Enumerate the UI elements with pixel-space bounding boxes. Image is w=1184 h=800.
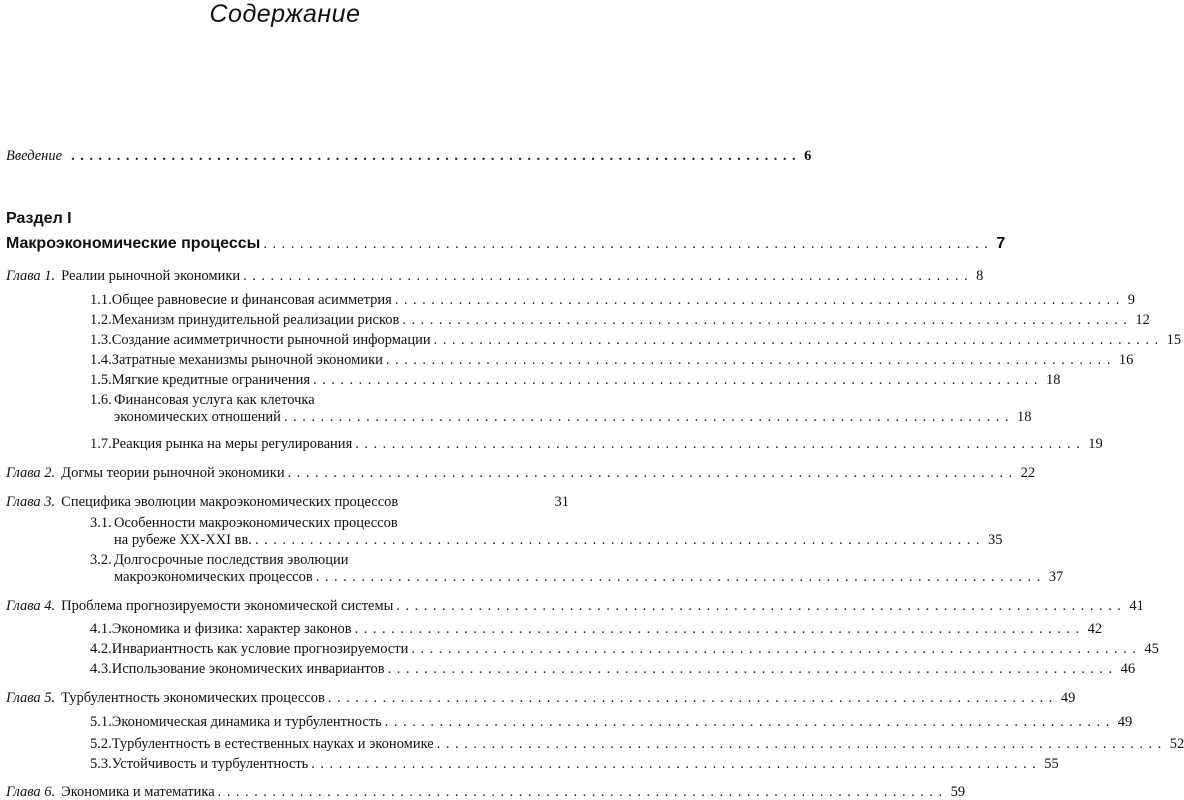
item-number: 1.3.: [90, 332, 112, 348]
toc-entry-3-2-line1: [90, 552, 349, 568]
toc-entry-intro[interactable]: [6, 148, 812, 164]
page-number: 16: [1118, 352, 1134, 368]
toc-entry-3-2[interactable]: [114, 569, 1064, 585]
chapter-title: Реалии рыночной экономики: [61, 268, 241, 284]
item-title: Создание асимметричности рыночной информации: [111, 332, 431, 348]
toc-entry-1-2[interactable]: [90, 312, 1150, 328]
toc-entry-4-3[interactable]: [90, 661, 1136, 677]
dot-leader: ................................................................................: [402, 312, 1133, 328]
chapter-title: Специфика эволюции макроэкономических процессов: [61, 494, 399, 510]
chapter-label: Глава 6.: [6, 784, 56, 800]
item-title: Общее равновесие и финансовая асимметрия: [111, 292, 392, 308]
item-title: Использование экономических инвариантов: [111, 661, 385, 677]
toc-entry-chapter-6[interactable]: [6, 784, 966, 800]
item-title-line1: Особенности макроэкономических процессов: [114, 515, 398, 531]
item-number: 5.3.: [90, 756, 112, 772]
chapter-label: Глава 3.: [6, 494, 56, 510]
page-number: 59: [950, 784, 966, 800]
item-title-line2: на рубеже XX-XXI вв.: [114, 532, 252, 548]
item-title-line2: экономических отношений: [114, 409, 281, 425]
item-number: 3.1.: [90, 515, 112, 531]
toc-entry-chapter-2[interactable]: [6, 465, 1036, 481]
dot-leader: ................................................................................: [385, 352, 1116, 368]
toc-entry-chapter-3[interactable]: [6, 494, 569, 510]
item-title: Турбулентность в естественных науках и экономике: [111, 736, 434, 752]
dot-leader: ................................................................................: [387, 661, 1118, 677]
dot-leader: ................................................................................: [313, 372, 1044, 388]
chapter-label: Глава 2.: [6, 465, 56, 481]
chapter-title: Экономика и математика: [61, 784, 215, 800]
page-number: 45: [1144, 641, 1159, 657]
page-number: 41: [1129, 598, 1144, 614]
page-number: 6: [804, 148, 812, 164]
dot-leader: ................................................................................: [243, 268, 974, 284]
chapter-title: Догмы теории рыночной экономики: [61, 465, 285, 481]
section-title: Макроэкономические процессы: [6, 235, 261, 252]
dot-leader: ................................................................................: [411, 641, 1142, 657]
page-number: 31: [554, 494, 569, 510]
item-number: 1.4.: [90, 352, 112, 368]
toc-entry-1-6[interactable]: [114, 409, 1032, 425]
item-number: 1.6.: [90, 392, 112, 408]
item-number: 4.1.: [90, 621, 112, 637]
item-number: 5.1.: [90, 714, 112, 730]
dot-leader: ................................................................................: [327, 690, 1058, 706]
item-title: Реакция рынка на меры регулирования: [111, 436, 353, 452]
toc-entry-5-1[interactable]: [90, 714, 1133, 730]
dot-leader: ................................................................................: [217, 784, 948, 800]
dot-leader: ................................................................................: [263, 236, 994, 252]
page-number: 18: [1016, 409, 1032, 425]
toc-entry-4-2[interactable]: [90, 641, 1159, 657]
dot-leader: ................................................................................: [394, 292, 1125, 308]
dot-leader: ................................................................................: [254, 532, 985, 548]
toc-entry-chapter-1[interactable]: [6, 268, 984, 284]
page-number: 12: [1135, 312, 1150, 328]
dot-leader: ................................................................................: [315, 569, 1046, 585]
dot-leader: ................................................................................: [384, 714, 1115, 730]
item-title: Экономика и физика: характер законов: [111, 621, 352, 637]
page-number: 22: [1020, 465, 1036, 481]
toc-entry-5-3[interactable]: [90, 756, 1059, 772]
page-number: 18: [1046, 372, 1061, 388]
page-number: 8: [976, 268, 984, 284]
dot-leader: ................................................................................: [287, 465, 1018, 481]
page-number: 55: [1044, 756, 1059, 772]
item-title-line2: макроэкономических процессов: [114, 569, 313, 585]
item-number: 5.2.: [90, 736, 112, 752]
item-number: 4.2.: [90, 641, 112, 657]
page-number: 19: [1088, 436, 1103, 452]
toc-entry-1-6-line1: [90, 392, 315, 408]
toc-entry-1-1[interactable]: [90, 292, 1136, 308]
toc-entry-1-4[interactable]: [90, 352, 1134, 368]
page-number: 35: [987, 532, 1003, 548]
dot-leader: ................................................................................: [71, 148, 802, 164]
toc-entry-3-1-line1: [90, 515, 398, 531]
chapter-title: Турбулентность экономических процессов: [61, 690, 325, 706]
page-number: 15: [1166, 332, 1182, 348]
item-number: 1.2.: [90, 312, 112, 328]
toc-entry-section[interactable]: [6, 235, 1006, 252]
item-title: Затратные механизмы рыночной экономики: [111, 352, 383, 368]
item-title-line1: Финансовая услуга как клеточка: [114, 392, 315, 408]
dot-leader: ................................................................................: [355, 436, 1086, 452]
item-title: Механизм принудительной реализации рисков: [111, 312, 400, 328]
page-number: 7: [996, 235, 1006, 252]
dot-leader: ................................................................................: [354, 621, 1085, 637]
page-number: 52: [1169, 736, 1184, 752]
item-number: 1.5.: [90, 372, 112, 388]
chapter-label: Глава 4.: [6, 598, 56, 614]
toc-entry-4-1[interactable]: [90, 621, 1103, 637]
page-number: 46: [1120, 661, 1136, 677]
chapter-title: Проблема прогнозируемости экономической системы: [61, 598, 394, 614]
item-number: 1.1.: [90, 292, 112, 308]
item-title: Мягкие кредитные ограничения: [111, 372, 311, 388]
dot-leader: ................................................................................: [436, 736, 1167, 752]
page-number: 49: [1060, 690, 1076, 706]
page-number: 42: [1087, 621, 1103, 637]
toc-entry-chapter-4[interactable]: [6, 598, 1144, 614]
toc-entry-chapter-5[interactable]: [6, 690, 1076, 706]
toc-entry-5-2[interactable]: [90, 736, 1184, 752]
chapter-label: Глава 5.: [6, 690, 56, 706]
dot-leader: ................................................................................: [433, 332, 1164, 348]
intro-label: Введение: [6, 148, 63, 164]
item-title-line1: Долгосрочные последствия эволюции: [114, 552, 349, 568]
toc-entry-1-7[interactable]: [90, 436, 1103, 452]
page-number: 37: [1048, 569, 1064, 585]
item-number: 1.7.: [90, 436, 112, 452]
page-number: 49: [1117, 714, 1133, 730]
item-number: 4.3.: [90, 661, 112, 677]
toc-entry-3-1[interactable]: [114, 532, 1003, 548]
dot-leader: ................................................................................: [396, 598, 1127, 614]
page-title: Содержание: [209, 0, 361, 28]
toc-entry-1-3[interactable]: [90, 332, 1182, 348]
item-title: Экономическая динамика и турбулентность: [111, 714, 382, 730]
section-label: Раздел I: [6, 210, 72, 227]
dot-leader: ................................................................................: [283, 409, 1014, 425]
item-title: Устойчивость и турбулентность: [111, 756, 309, 772]
toc-entry-1-5[interactable]: [90, 372, 1061, 388]
dot-leader: ................................................................................: [311, 756, 1042, 772]
page-number: 9: [1127, 292, 1136, 308]
item-title: Инвариантность как условие прогнозируемости: [111, 641, 409, 657]
chapter-label: Глава 1.: [6, 268, 56, 284]
item-number: 3.2.: [90, 552, 112, 568]
